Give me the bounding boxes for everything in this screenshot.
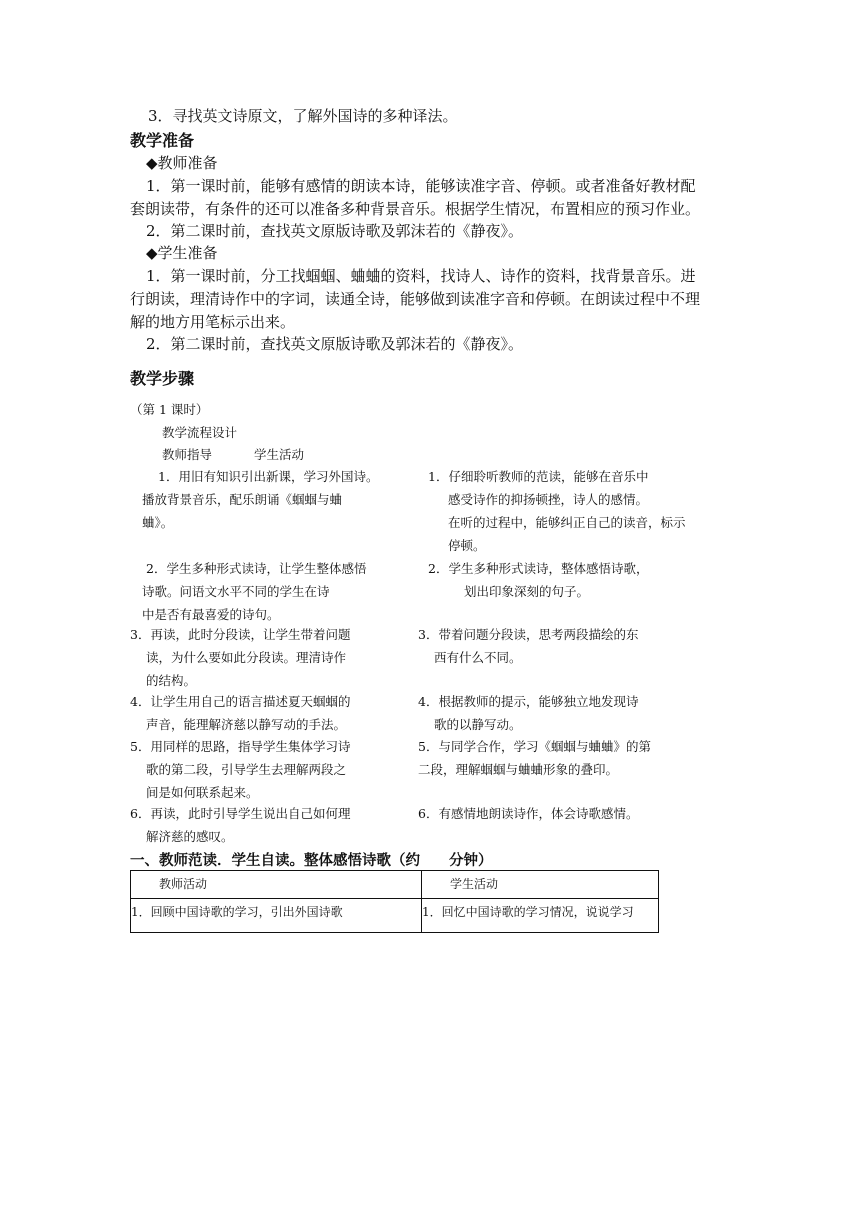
teacher-prep-label: ◆教师准备 — [146, 154, 218, 172]
student-step-2 — [428, 557, 648, 603]
student-step-line: 4．根据教师的提示，能够独立地发现诗 — [418, 694, 639, 709]
teacher-step-line: 6．再读，此时引导学生说出自己如何理 — [130, 806, 351, 821]
teacher-step-6 — [130, 802, 350, 848]
student-step-line: 1．仔细聆听教师的范读，能够在音乐中 — [428, 469, 649, 484]
student-step-3 — [418, 623, 638, 669]
student-step-line: 西有什么不同。 — [434, 650, 522, 665]
lesson-label: （第 1 课时） — [130, 402, 209, 417]
teacher-step-line: 歌的第二段，引导学生去理解两段之 — [146, 762, 347, 777]
teacher-step-line: 蛐》。 — [142, 515, 174, 530]
teacher-step-line: 3．再读，此时分段读，让学生带着问题 — [130, 627, 351, 642]
activity-table — [130, 870, 659, 933]
student-step-line: 歌的以静写动。 — [434, 717, 522, 732]
teacher-step-line: 解济慈的感叹。 — [146, 829, 234, 844]
student-prep-label: ◆学生准备 — [146, 244, 218, 262]
teacher-step-1 — [130, 465, 378, 534]
prep-heading: 教学准备 — [130, 131, 195, 150]
student-step-line: 二段，理解蝈蝈与蛐蛐形象的叠印。 — [418, 762, 619, 777]
student-step-line: 感受诗作的抑扬顿挫，诗人的感情。 — [448, 492, 649, 507]
teacher-step-line: 诗歌。问语文水平不同的学生在诗 — [142, 584, 330, 599]
intro-item-3: 3．寻找英文诗原文，了解外国诗的多种译法。 — [148, 107, 458, 125]
student-step-line: 在听的过程中，能够纠正自己的读音，标示 — [448, 515, 686, 530]
teacher-step-line: 5．用同样的思路，指导学生集体学习诗 — [130, 739, 351, 754]
student-prep-item-1-line-1: 1．第一课时前，分工找蝈蝈、蛐蛐的资料，找诗人、诗作的资料，找背景音乐。进 — [146, 267, 696, 285]
table-header-student: 学生活动 — [422, 871, 659, 899]
student-prep-item-2: 2．第二课时前，查找英文原版诗歌及郭沫若的《静夜》。 — [146, 335, 524, 353]
student-step-4 — [418, 690, 638, 736]
table-cell-teacher: 1．回顾中国诗歌的学习，引出外国诗歌 — [131, 899, 422, 933]
teacher-step-line: 读，为什么要如此分段读。理清诗作 — [146, 650, 347, 665]
table-header-teacher: 教师活动 — [131, 871, 422, 899]
teacher-step-line: 4．让学生用自己的语言描述夏天蝈蝈的 — [130, 694, 351, 709]
teacher-step-3 — [130, 623, 350, 692]
table-cell-student: 1．回忆中国诗歌的学习情况，说说学习 — [422, 899, 659, 933]
teacher-step-line: 中是否有最喜爱的诗句。 — [142, 607, 280, 622]
teacher-step-line: 2．学生多种形式读诗，让学生整体感悟 — [146, 561, 367, 576]
teacher-step-line: 声音，能理解济慈以静写动的手法。 — [146, 717, 347, 732]
section-1-heading: 一、教师范读．学生自读。整体感悟诗歌（约 分钟） — [130, 853, 493, 869]
teacher-step-line: 间是如何联系起来。 — [146, 785, 259, 800]
student-step-5 — [418, 735, 651, 781]
teacher-prep-item-2: 2．第二课时前，查找英文原版诗歌及郭沫若的《静夜》。 — [146, 222, 524, 240]
student-step-6 — [418, 802, 638, 825]
student-step-line: 5．与同学合作，学习《蝈蝈与蛐蛐》的第 — [418, 739, 651, 754]
teacher-guide-header: 教师指导 — [162, 447, 213, 462]
table-row — [131, 899, 659, 933]
teacher-step-line: 播放背景音乐，配乐朗诵《蝈蝈与蛐 — [142, 492, 343, 507]
teacher-prep-item-1-line-2: 套朗读带，有条件的还可以准备多种背景音乐。根据学生情况，布置相应的预习作业。 — [130, 200, 701, 218]
student-step-1 — [428, 465, 686, 557]
student-step-line: 划出印象深刻的句子。 — [464, 584, 590, 599]
teacher-prep-item-1-line-1: 1．第一课时前，能够有感情的朗读本诗，能够读准字音、停顿。或者准备好教材配 — [146, 177, 696, 195]
student-step-line: 3．带着问题分段读，思考两段描绘的东 — [418, 627, 639, 642]
student-prep-item-1-line-3: 解的地方用笔标示出来。 — [130, 313, 296, 331]
steps-heading: 教学步骤 — [130, 369, 195, 388]
teacher-step-line: 1．用旧有知识引出新课，学习外国诗。 — [158, 469, 379, 484]
teacher-step-line: 的结构。 — [146, 673, 197, 688]
student-step-line: 停顿。 — [448, 538, 486, 553]
table-header-row — [131, 871, 659, 899]
student-activity-header: 学生活动 — [254, 447, 305, 462]
student-step-line: 6．有感情地朗读诗作，体会诗歌感情。 — [418, 806, 639, 821]
teacher-step-5 — [130, 735, 350, 804]
flow-title: 教学流程设计 — [162, 425, 238, 440]
student-prep-item-1-line-2: 行朗读，理清诗作中的字词，读通全诗，能够做到读准字音和停顿。在朗读过程中不理 — [130, 290, 701, 308]
teacher-step-4 — [130, 690, 350, 736]
teacher-step-2 — [130, 557, 366, 626]
student-step-line: 2．学生多种形式读诗，整体感悟诗歌， — [428, 561, 649, 576]
